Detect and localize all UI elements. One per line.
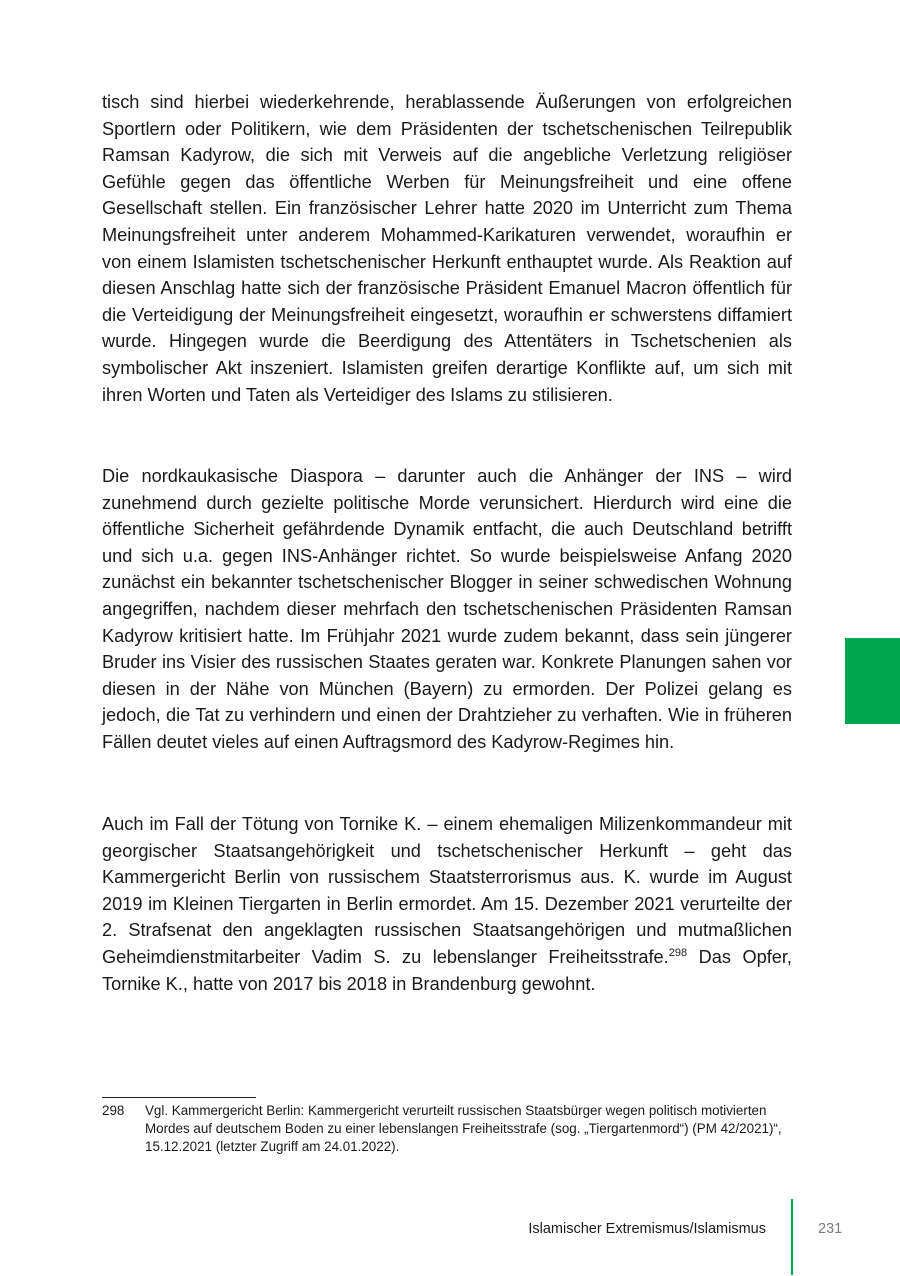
paragraph-3-text-before-ref: Auch im Fall der Tötung von Tornike K. – einem ehemaligen Milizenkommandeur mit georgischer Staatsangehörigkeit und tschetschenischer Herkunft – geht das Kammergericht Berlin von russischem Staatsterrorismus aus. K. wurde im August 2019 im Kleinen Tiergarten in Berlin ermordet. Am 15. Dezember 2021 verurteilte der 2. Strafsenat den angeklagten russischen Staatsangehörigen und mutmaßlichen Geheimdienstmitarbeiter Vadim S. zu lebenslanger Freiheitsstrafe. — [102, 814, 792, 967]
footnote-text: Vgl. Kammergericht Berlin: Kammergericht verurteilt russischen Staatsbürger wegen politisch motivierten Mordes auf deutschem Boden zu einer lebenslangen Freiheitsstrafe (sog. „Tiergartenmord“) (PM 42/2021)“, 15.12.2021 (letzter Zugriff am 24.01.2022). — [145, 1103, 782, 1154]
footnote — [102, 1102, 792, 1156]
footer-divider — [791, 1199, 793, 1275]
page-number: 231 — [818, 1221, 843, 1237]
running-footer-title: Islamischer Extremismus/Islamismus — [528, 1221, 766, 1237]
footnote-separator — [102, 1097, 256, 1098]
footnote-number: 298 — [102, 1103, 125, 1118]
chapter-marker-tab — [845, 638, 900, 724]
footnote-reference[interactable]: 298 — [668, 946, 688, 959]
paragraph-3-text-after-ref: Das Opfer, Tornike K., hatte von 2017 bis 2018 in Brandenburg gewohnt. — [102, 946, 792, 994]
body-paragraph-3 — [102, 811, 792, 997]
body-paragraph-2: Die nordkaukasische Diaspora – darunter auch die Anhänger der INS – wird zunehmend durch gezielte politische Morde verunsichert. Hierdurch wird eine die öffentliche Sicherheit gefährdende Dynamik entfacht, die auch Deutschland betrifft und sich u.a. gegen INS-Anhänger richtet. So wurde beispielsweise Anfang 2020 zunächst ein bekannter tschetschenischer Blogger in seiner schwedischen Wohnung angegriffen, nachdem dieser mehrfach den tschetschenischen Präsidenten Ramsan Kadyrow kritisiert hatte. Im Frühjahr 2021 wurde zudem bekannt, dass sein jüngerer Bruder ins Visier des russischen Staates geraten war. Konkrete Planungen sahen vor diesen in der Nähe von München (Bayern) zu ermorden. Der Polizei gelang es jedoch, die Tat zu verhindern und einen der Drahtzieher zu verhaften. Wie in früheren Fällen deutet vieles auf einen Auftragsmord des Kadyrow-Regimes hin. — [102, 466, 792, 752]
body-paragraph-1: tisch sind hierbei wiederkehrende, herablassende Äußerungen von erfolgreichen Sportlern oder Politikern, wie dem Präsidenten der tschetschenischen Teilrepublik Ramsan Kadyrow, die sich mit Verweis auf die angebliche Verletzung religiöser Gefühle gegen das öffentliche Werben für Meinungsfreiheit und eine offene Gesellschaft stellen. Ein französischer Lehrer hatte 2020 im Unterricht zum Thema Meinungsfreiheit unter anderem Mohammed-Karikaturen verwendet, woraufhin er von einem Islamisten tschetschenischer Herkunft enthauptet wurde. Als Reaktion auf diesen Anschlag hatte sich der französische Präsident Emanuel Macron öffentlich für die Verteidigung der Meinungsfreiheit eingesetzt, woraufhin er schwerstens diffamiert wurde. Hingegen wurde die Beerdigung des Attentäters in Tschetschenien als symbolischer Akt inszeniert. Islamisten greifen derartige Konflikte auf, um sich mit ihren Worten und Taten als Verteidiger des Islams zu stilisieren. — [102, 92, 792, 405]
